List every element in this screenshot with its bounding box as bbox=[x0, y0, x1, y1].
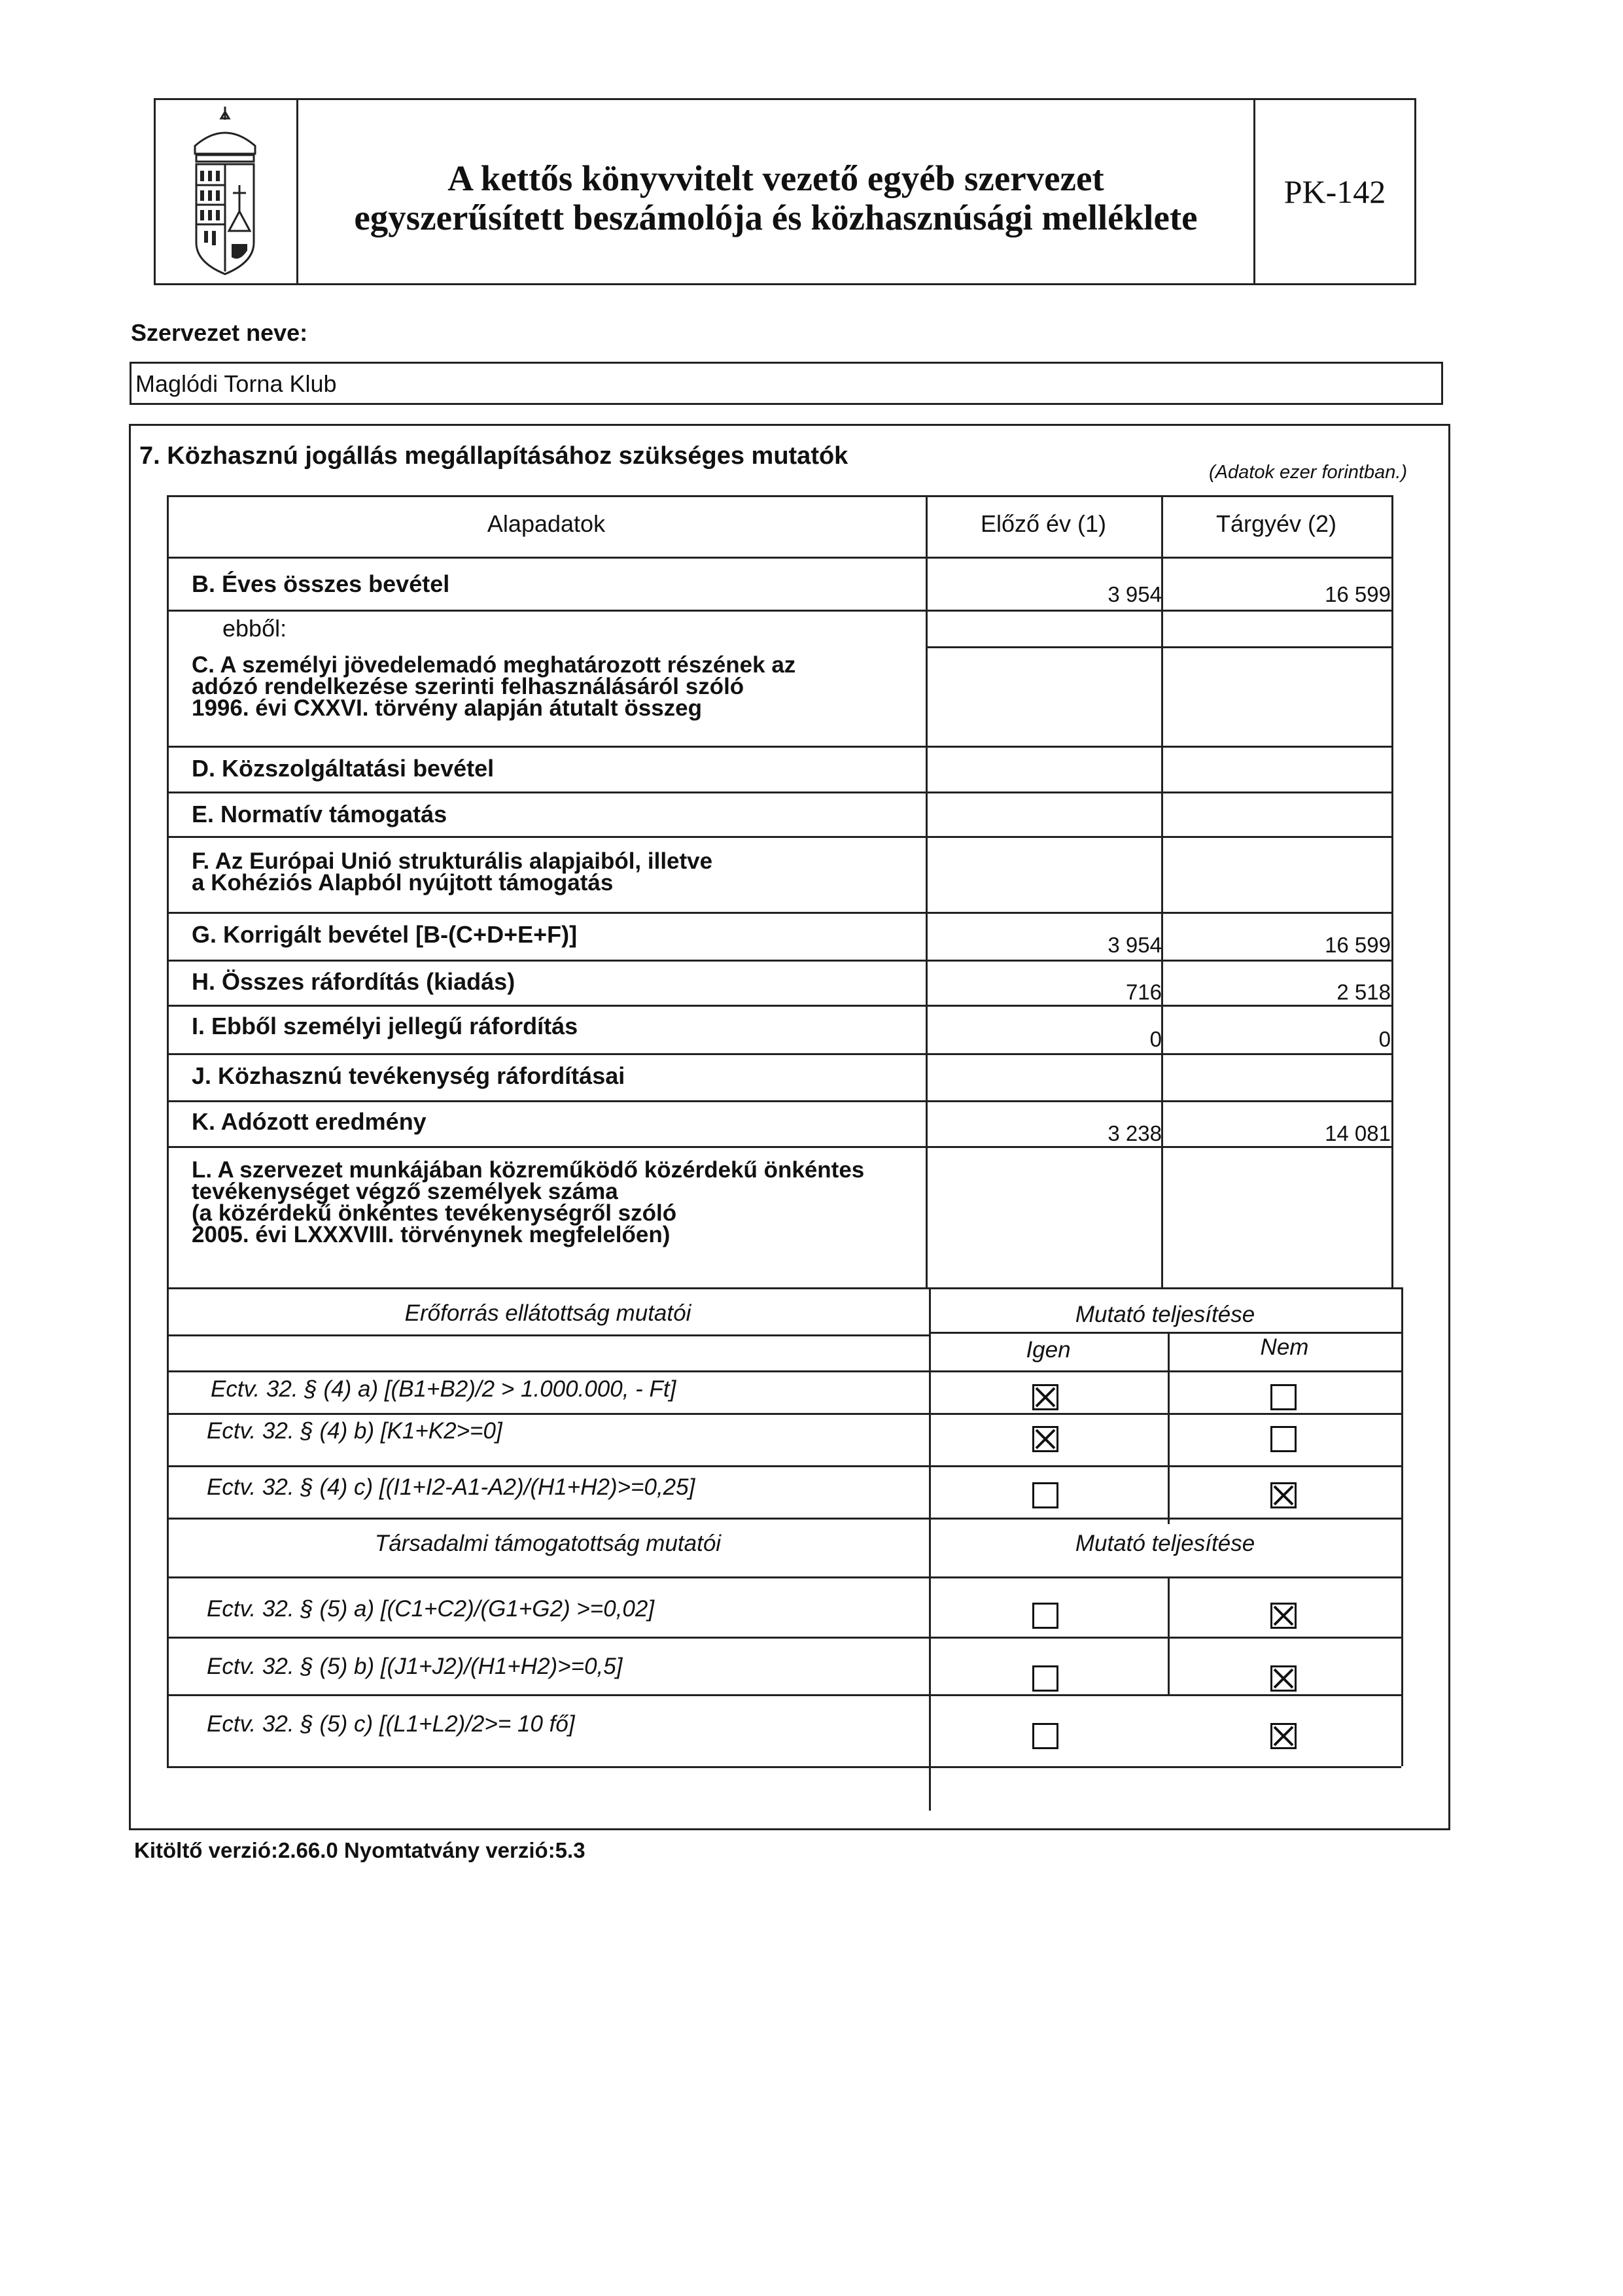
column-header-curr: Tárgyév (2) bbox=[1215, 510, 1337, 537]
grid-line bbox=[167, 557, 1391, 559]
checkbox-resource-a-yes[interactable] bbox=[1032, 1384, 1058, 1410]
social-indicator-a-label: Ectv. 32. § (5) a) [(C1+C2)/(G1+G2) >=0,02] bbox=[207, 1596, 655, 1622]
checkbox-social-c-yes[interactable] bbox=[1032, 1723, 1058, 1749]
row-label-j: J. Közhasznú tevékenység ráfordításai bbox=[192, 1062, 625, 1089]
grid-line bbox=[167, 791, 1391, 793]
row-label-b: B. Éves összes bevétel bbox=[192, 570, 450, 597]
grid-line bbox=[929, 1332, 1401, 1334]
check-x-icon bbox=[1272, 1484, 1295, 1506]
grid-line bbox=[167, 1465, 1401, 1467]
form-header bbox=[154, 98, 1416, 285]
resource-indicator-a-label: Ectv. 32. § (4) a) [(B1+B2)/2 > 1.000.000, - Ft] bbox=[211, 1376, 676, 1402]
grid-line bbox=[167, 746, 1391, 748]
grid-line bbox=[167, 1576, 1401, 1578]
checkbox-social-b-yes[interactable] bbox=[1032, 1665, 1058, 1692]
yes-column-header: Igen bbox=[1026, 1337, 1071, 1363]
grid-line bbox=[167, 836, 1391, 838]
value-h-prev[interactable]: 716 bbox=[1125, 980, 1162, 1004]
grid-line bbox=[167, 1766, 1401, 1768]
checkbox-social-c-no[interactable] bbox=[1270, 1723, 1297, 1749]
row-label-k: K. Adózott eredmény bbox=[192, 1108, 427, 1135]
section-title: 7. Közhasznú jogállás megállapításához szükséges mutatók bbox=[139, 442, 848, 470]
grid-line bbox=[167, 960, 1391, 962]
value-k-prev[interactable]: 3 238 bbox=[1108, 1121, 1162, 1145]
grid-line bbox=[167, 1146, 1391, 1148]
row-label-i: I. Ebből személyi jellegű ráfordítás bbox=[192, 1013, 578, 1039]
grid-line bbox=[1391, 495, 1393, 1287]
column-header-prev: Előző év (1) bbox=[980, 510, 1107, 537]
resource-heading: Erőforrás ellátottság mutatói bbox=[404, 1300, 691, 1326]
row-label-h: H. Összes ráfordítás (kiadás) bbox=[192, 968, 515, 995]
grid-line bbox=[167, 1334, 929, 1336]
checkbox-resource-c-no[interactable] bbox=[1270, 1482, 1297, 1508]
grid-line bbox=[167, 1518, 1401, 1520]
value-h-curr[interactable]: 2 518 bbox=[1336, 980, 1391, 1004]
grid-line bbox=[167, 610, 1391, 612]
social-indicator-c-label: Ectv. 32. § (5) c) [(L1+L2)/2>= 10 fő] bbox=[207, 1711, 575, 1737]
value-i-prev[interactable]: 0 bbox=[1149, 1027, 1162, 1051]
row-label-l bbox=[192, 1159, 864, 1245]
check-x-icon bbox=[1034, 1428, 1056, 1450]
organization-label: Szervezet neve: bbox=[131, 319, 308, 346]
value-i-curr[interactable]: 0 bbox=[1378, 1027, 1391, 1051]
checkbox-resource-c-yes[interactable] bbox=[1032, 1482, 1058, 1508]
checkbox-resource-b-no[interactable] bbox=[1270, 1426, 1297, 1452]
row-label-c-line: adózó rendelkezése szerinti felhasználásáról szóló bbox=[192, 674, 744, 699]
row-label-f-line: F. Az Európai Unió strukturális alapjaiból, illetve bbox=[192, 848, 713, 874]
value-k-curr[interactable]: 14 081 bbox=[1325, 1121, 1391, 1145]
grid-line bbox=[167, 495, 169, 1766]
checkbox-resource-b-yes[interactable] bbox=[1032, 1426, 1058, 1452]
check-x-icon bbox=[1272, 1667, 1295, 1690]
organization-name-field[interactable]: Maglódi Torna Klub bbox=[130, 362, 1443, 405]
checkbox-resource-a-no[interactable] bbox=[1270, 1384, 1297, 1410]
grid-line bbox=[167, 912, 1391, 914]
value-g-prev[interactable]: 3 954 bbox=[1108, 933, 1162, 957]
checkbox-social-a-no[interactable] bbox=[1270, 1603, 1297, 1629]
value-b-curr[interactable]: 16 599 bbox=[1325, 582, 1391, 606]
resource-fulfilment-heading: Mutató teljesítése bbox=[1075, 1302, 1255, 1327]
row-label-g: G. Korrigált bevétel [B-(C+D+E+F)] bbox=[192, 921, 578, 948]
grid-line bbox=[167, 1694, 1401, 1696]
row-label-l-line: tevékenységet végző személyek száma bbox=[192, 1179, 618, 1204]
value-b-prev[interactable]: 3 954 bbox=[1108, 582, 1162, 606]
row-label-of-which: ebből: bbox=[222, 615, 287, 642]
grid-line bbox=[167, 1005, 1391, 1007]
grid-line bbox=[167, 1413, 1401, 1415]
no-column-header: Nem bbox=[1260, 1334, 1309, 1360]
grid-line bbox=[926, 646, 1391, 648]
grid-line bbox=[167, 495, 1391, 497]
social-indicator-b-label: Ectv. 32. § (5) b) [(J1+J2)/(H1+H2)>=0,5] bbox=[207, 1654, 623, 1679]
grid-line bbox=[167, 1287, 1401, 1289]
grid-line bbox=[167, 1370, 1401, 1372]
unit-note: (Adatok ezer forintban.) bbox=[1209, 462, 1408, 483]
form-code: PK-142 bbox=[1253, 100, 1414, 283]
social-heading: Társadalmi támogatottság mutatói bbox=[374, 1531, 722, 1556]
checkbox-social-b-no[interactable] bbox=[1270, 1665, 1297, 1692]
grid-line bbox=[167, 1100, 1391, 1102]
check-x-icon bbox=[1034, 1386, 1056, 1408]
row-label-c bbox=[192, 654, 795, 719]
resource-indicator-b-label: Ectv. 32. § (4) b) [K1+K2>=0] bbox=[207, 1418, 502, 1444]
check-x-icon bbox=[1272, 1605, 1295, 1627]
grid-line bbox=[1168, 1576, 1170, 1694]
form-title-line-2: egyszerűsített beszámolója és közhasznúsági melléklete bbox=[354, 198, 1198, 237]
grid-line bbox=[1161, 495, 1163, 1287]
grid-line bbox=[1401, 1287, 1403, 1766]
form-title bbox=[298, 100, 1253, 283]
column-header-base: Alapadatok bbox=[487, 510, 606, 537]
grid-line bbox=[1168, 1332, 1170, 1524]
checkbox-social-a-yes[interactable] bbox=[1032, 1603, 1058, 1629]
grid-line bbox=[167, 1637, 1401, 1639]
row-label-l-line: (a közérdekű önkéntes tevékenységről szóló bbox=[192, 1200, 677, 1226]
row-label-l-line: L. A szervezet munkájában közreműködő közérdekű önkéntes bbox=[192, 1157, 865, 1183]
row-label-f-line: a Kohéziós Alapból nyújtott támogatás bbox=[192, 870, 614, 896]
grid-line bbox=[167, 1053, 1391, 1055]
row-label-c-line: C. A személyi jövedelemadó meghatározott részének az bbox=[192, 652, 796, 678]
value-g-curr[interactable]: 16 599 bbox=[1325, 933, 1391, 957]
row-label-f bbox=[192, 850, 712, 894]
row-label-c-line: 1996. évi CXXVI. törvény alapján átutalt összeg bbox=[192, 695, 703, 721]
check-x-icon bbox=[1272, 1725, 1295, 1747]
coat-of-arms-icon bbox=[156, 100, 298, 283]
resource-indicator-c-label: Ectv. 32. § (4) c) [(I1+I2-A1-A2)/(H1+H2)>=0,25] bbox=[207, 1474, 695, 1500]
grid-line bbox=[926, 495, 928, 1287]
version-note: Kitöltő verzió:2.66.0 Nyomtatvány verzió:5.3 bbox=[134, 1838, 585, 1862]
row-label-l-line: 2005. évi LXXXVIII. törvénynek megfelelően) bbox=[192, 1222, 671, 1247]
social-fulfilment-heading: Mutató teljesítése bbox=[1075, 1531, 1255, 1556]
row-label-e: E. Normatív támogatás bbox=[192, 801, 447, 827]
row-label-d: D. Közszolgáltatási bevétel bbox=[192, 755, 495, 782]
form-title-line-1: A kettős könyvvitelt vezető egyéb szervezet bbox=[447, 158, 1104, 198]
